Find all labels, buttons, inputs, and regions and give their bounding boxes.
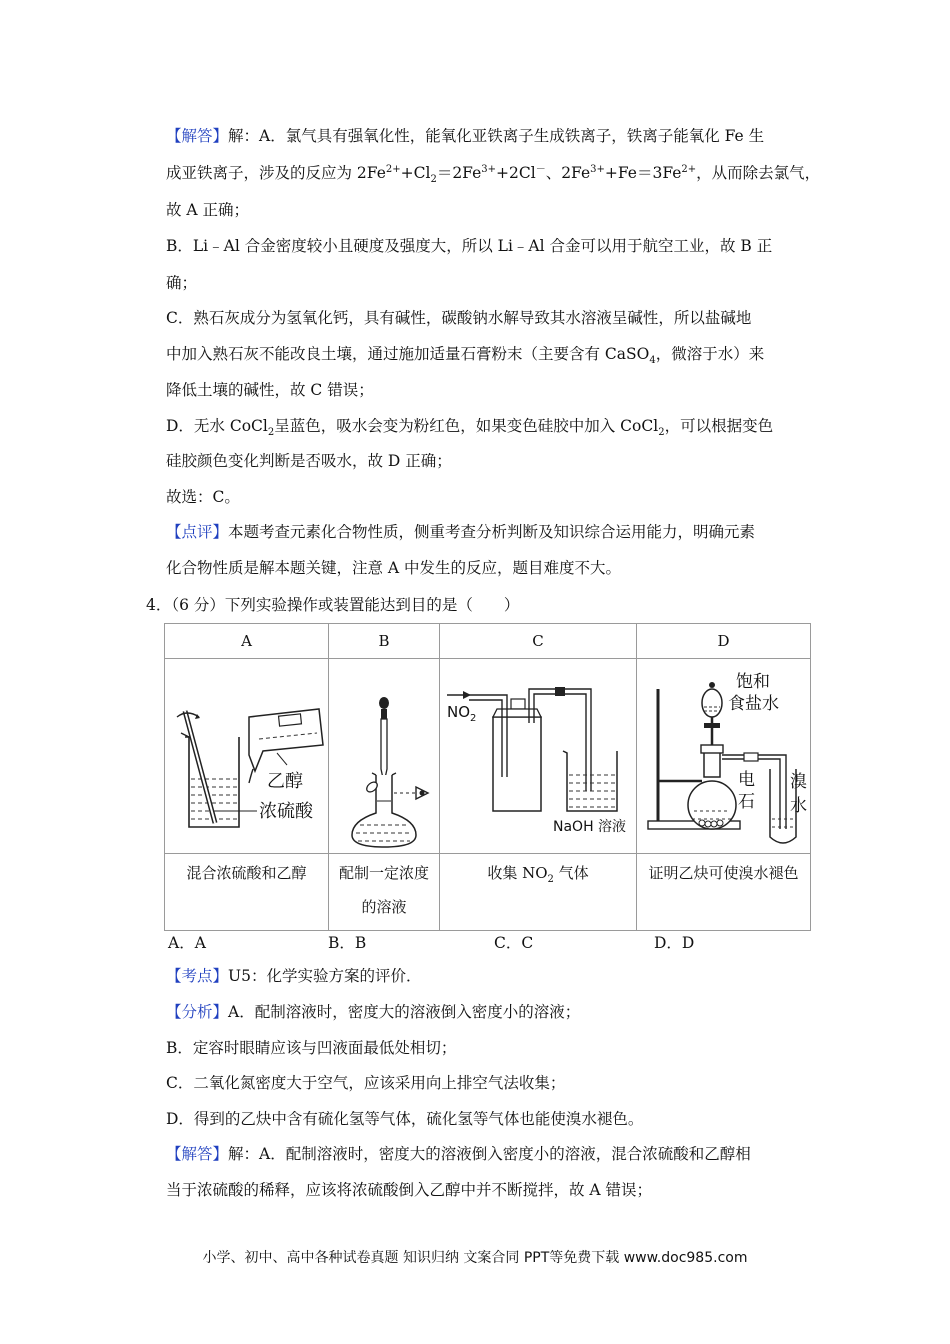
volumetric-flask-figure bbox=[330, 659, 438, 849]
acetylene-apparatus-figure bbox=[638, 659, 810, 849]
footer-text: 小学、初中、高中各种试卷真题 知识归纳 文案合同 PPT等免费下载 www.doc985.com bbox=[202, 1250, 748, 1266]
option-d: D．D bbox=[654, 934, 695, 952]
analysis-line-4: D．得到的乙炔中含有硫化氢等气体，硫化氢等气体也能使溴水褪色。 bbox=[166, 1110, 644, 1128]
analysis-tag: 【分析】 bbox=[166, 1003, 229, 1021]
analysis-line-1: 【分析】A．配制溶液时，密度大的溶液倒入密度小的溶液； bbox=[166, 1003, 581, 1021]
answer3-line-6: C．熟石灰成分为氢氧化钙，具有碱性，碳酸钠水解导致其水溶液呈碱性，所以盐碱地 bbox=[166, 309, 752, 327]
answer3-line-2: 成亚铁离子，涉及的反应为 $2Fe^{2+}+Cl_2=2Fe^{3+}+2Cl^-$、$2Fe^{3+}+Fe=3Fe^{2+}$，从而除去氯气， bbox=[166, 163, 821, 186]
question4-stem: 4．（6 分）下列实验操作或装置能达到目的是（ ） bbox=[146, 596, 520, 614]
label-brine-1: 饱和 bbox=[735, 672, 770, 692]
kaodian-tag: 【考点】 bbox=[166, 967, 229, 985]
label-brine-2: 食盐水 bbox=[727, 694, 779, 714]
header-c: C bbox=[440, 624, 637, 659]
comment3-line-1: 【点评】本题考查元素化合物性质，侧重考查分析判断及知识综合运用能力，明确元素 bbox=[166, 523, 756, 541]
answer-tag: 【解答】 bbox=[166, 127, 229, 145]
experiment-table bbox=[164, 623, 811, 931]
figure-c bbox=[440, 659, 637, 854]
label-carbide-2: 石 bbox=[737, 792, 755, 812]
answer3-line-7: 中加入熟石灰不能改良土壤，通过施加适量石膏粉末（主要含有 CaSO$_4$，微溶于水）来 bbox=[166, 345, 765, 367]
caption-a: 混合浓硫酸和乙醇 bbox=[165, 854, 329, 931]
mixing-apparatus-figure bbox=[167, 659, 327, 849]
header-a: A bbox=[165, 624, 329, 659]
answer3-line-8: 降低土壤的碱性，故 C 错误； bbox=[166, 381, 374, 399]
option-c: C．C bbox=[494, 934, 534, 952]
answer3-line-4: B．Li﹣Al 合金密度较小且硬度及强度大，所以 Li﹣Al 合金可以用于航空工业，故 B 正 bbox=[166, 237, 773, 255]
answer3-line-11: 故选：C。 bbox=[166, 488, 240, 506]
answer3-line-9: D．无水 CoCl$_2$呈蓝色，吸水会变为粉红色，如果变色硅胶中加入 CoCl$_2$，可以根据变色 bbox=[166, 417, 774, 439]
label-naoh: NaOH 溶液 bbox=[553, 819, 627, 835]
comment3-line-2: 化合物性质是解本题关键，注意 A 中发生的反应，题目难度不大。 bbox=[166, 559, 622, 577]
kaodian-line: 【考点】U5：化学实验方案的评价． bbox=[166, 967, 422, 985]
label-bromine-2: 水 bbox=[789, 796, 807, 816]
option-b: B．B bbox=[328, 934, 367, 952]
label-ethanol: 乙醇 bbox=[266, 771, 303, 792]
label-carbide-1: 电 bbox=[737, 770, 755, 790]
header-d: D bbox=[637, 624, 811, 659]
caption-d: 证明乙炔可使溴水褪色 bbox=[637, 854, 811, 931]
answer4-line-1: 【解答】解：A．配制溶液时，密度大的溶液倒入密度小的溶液，混合浓硫酸和乙醇相 bbox=[166, 1145, 751, 1163]
answer3-line-1: 【解答】解：A．氯气具有强氧化性，能氧化亚铁离子生成铁离子，铁离子能氧化 Fe 生 bbox=[166, 127, 765, 145]
figure-b bbox=[329, 659, 440, 854]
label-bromine-1: 溴 bbox=[789, 772, 807, 792]
answer3-line-10: 硅胶颜色变化判断是否吸水，故 D 正确； bbox=[166, 452, 452, 470]
label-conc-acid: 浓硫酸 bbox=[258, 801, 313, 822]
header-b: B bbox=[329, 624, 440, 659]
analysis-line-3: C．二氧化氮密度大于空气，应该采用向上排空气法收集； bbox=[166, 1074, 566, 1092]
answer3-line-3: 故 A 正确； bbox=[166, 201, 250, 219]
figure-d bbox=[637, 659, 811, 854]
caption-b: 配制一定浓度 的溶液 bbox=[329, 854, 440, 931]
answer4-line-2: 当于浓硫酸的稀释，应该将浓硫酸倒入乙醇中并不断搅拌，故 A 错误； bbox=[166, 1181, 653, 1199]
figure-a bbox=[165, 659, 329, 854]
answer4-tag: 【解答】 bbox=[166, 1145, 229, 1163]
caption-c: 收集 $NO_2$ 气体 bbox=[440, 854, 637, 931]
answer3-line-5: 确； bbox=[166, 274, 198, 292]
analysis-line-2: B．定容时眼睛应该与凹液面最低处相切； bbox=[166, 1039, 457, 1057]
no2-collection-figure bbox=[441, 659, 635, 849]
comment-tag: 【点评】 bbox=[166, 523, 229, 541]
option-a: A．A bbox=[168, 934, 206, 952]
label-no2: $NO_2$ bbox=[447, 703, 477, 724]
